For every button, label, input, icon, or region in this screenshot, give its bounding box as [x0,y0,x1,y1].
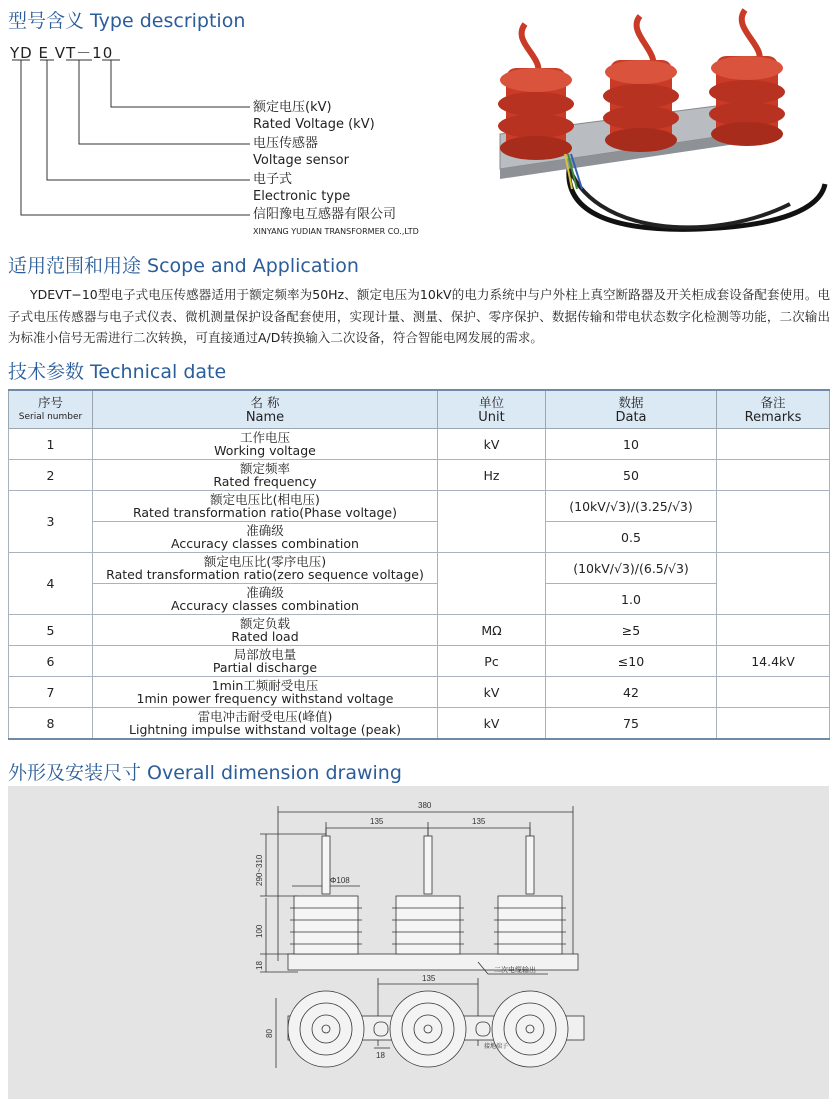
header-unit: 单位 Unit [438,390,546,429]
legend-voltage-sensor: 电压传感器 Voltage sensor [253,136,349,168]
dimension-drawing-svg [8,786,829,1099]
table-row: 8 雷电冲击耐受电压(峰值) Lightning impulse withstand voltage (peak) kV 75 [9,708,830,740]
model-code: YD E VT－10 [10,44,114,62]
drawing-section-title: 外形及安装尺寸 Overall dimension drawing [8,762,402,784]
insulator-3 [709,10,785,146]
insulator-1 [498,24,574,160]
dim-bottom-spacing: 135 [422,974,436,983]
scope-paragraph: YDEVT−10型电子式电压传感器适用于额定频率为50Hz、额定电压为10kV的电力系统中与户外柱上真空断路器及开关柜成套设备配套使用。电子式电压传感器与电子式仪表、微机测量保护设备配套使用，实现计量、测量、保护、零序保护、数据传输和带电状态数字化检测等功能，二次输出为标准小信号无需进行二次转换，可直接通过A/D转换输入二次设备，符合智能电网发展的需求。 [8,287,830,346]
dim-total-width: 380 [418,801,432,810]
scope-section-title: 适用范围和用途 Scope and Application [8,255,359,277]
legend-company: 信阳豫电互感器有限公司 XINYANG YUDIAN TRANSFORMER CO.,LTD [253,207,419,236]
tech-section-title: 技术参数 Technical date [8,361,227,383]
dim-depth: 80 [265,1029,274,1038]
legend-rated-voltage: 额定电压(kV) Rated Voltage (kV) [253,100,375,132]
table-row: 准确级 Accuracy classes combination 0.5 [9,522,830,553]
header-data: 数据 Data [546,390,717,429]
dim-slot: 18 [376,1051,385,1060]
header-serial: 序号 Serial number [9,390,93,429]
leader-line-voltage [102,60,250,107]
header-remarks: 备注 Remarks [717,390,830,429]
table-row: 5 额定负载 Rated load MΩ ≥5 [9,615,830,646]
leader-line-electronic [40,60,250,180]
table-row: 7 1min工频耐受电压 1min power frequency withstand voltage kV 42 [9,677,830,708]
dimension-drawing [8,786,829,1099]
insulator-2 [603,16,679,152]
terminal-label: 接地端子 [484,1044,509,1050]
table-row: 1 工作电压 Working voltage kV 10 [9,429,830,460]
table-row: 6 局部放电量 Partial discharge Pc ≤10 14.4kV [9,646,830,677]
table-row: 3 额定电压比(相电压) Rated transformation ratio(Phase voltage) (10kV/√3)/(3.25/√3) [9,491,830,522]
table-row: 2 额定频率 Rated frequency Hz 50 [9,460,830,491]
leader-line-company [12,60,250,215]
dim-spacing-2: 135 [472,817,486,826]
model-code-leader-lines [0,58,260,218]
header-name: 名 称 Name [93,390,438,429]
table-row: 准确级 Accuracy classes combination 1.0 [9,584,830,615]
dim-base-height: 18 [255,961,264,970]
leader-line-sensor [66,60,250,144]
legend-electronic-type: 电子式 Electronic type [253,172,351,204]
technical-data-table [8,389,830,740]
dim-diameter: Φ108 [330,876,350,885]
secondary-output-label: 二次电缆输出 [494,967,536,974]
table-header-row [9,390,830,429]
dim-spacing-1: 135 [370,817,384,826]
type-section-title: 型号含义 Type description [8,10,246,32]
table-row: 4 额定电压比(零序电压) Rated transformation ratio(zero sequence voltage) (10kV/√3)/(6.5/√3) [9,553,830,584]
product-photo [440,4,830,244]
dim-body-height: 100 [255,924,264,938]
secondary-cable [569,162,825,229]
dim-height-range: 290~310 [255,854,264,886]
